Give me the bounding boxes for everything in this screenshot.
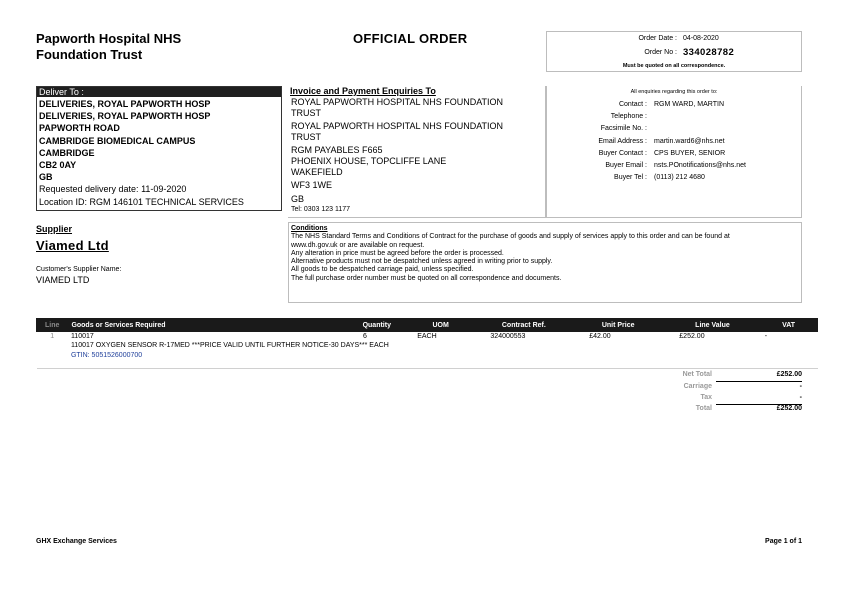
buyer-email-label: Buyer Email :: [605, 162, 647, 169]
organisation-name-line1: Papworth Hospital NHS: [36, 31, 182, 46]
item-vat: -: [764, 333, 768, 340]
deliver-line: DELIVERIES, ROYAL PAPWORTH HOSP: [39, 99, 211, 109]
deliver-line: CAMBRIDGE: [39, 147, 95, 158]
customer-supplier-value: VIAMED LTD: [36, 275, 90, 285]
invoice-address: [288, 97, 545, 204]
item-gtin: GTIN: 5051526000700: [70, 352, 143, 359]
enquiries-hint: All enquiries regarding this order to:: [630, 89, 718, 95]
enquiries-box: [546, 86, 802, 218]
item-description: 110017 OXYGEN SENSOR R-17MED ***PRICE VALID UNTIL FURTHER NOTICE-30 DAYS*** EACH: [70, 342, 389, 349]
conditions-heading: Conditions: [291, 225, 328, 232]
row-detail: [68, 332, 818, 369]
deliver-line: GB: [39, 172, 53, 183]
deliver-line: DELIVERIES, ROYAL PAPWORTH HOSP: [39, 111, 211, 122]
tax-label: Tax: [700, 394, 712, 401]
tax-value: -: [799, 394, 802, 401]
requested-delivery-date: Requested delivery date: 11-09-2020: [39, 184, 187, 195]
document-title: OFFICIAL ORDER: [353, 31, 468, 46]
invoice-box: [288, 86, 546, 218]
order-number-note: Must be quoted on all correspondence.: [622, 63, 726, 69]
deliver-line: CB2 0AY: [39, 160, 77, 171]
deliver-line: PAPWORTH ROAD: [39, 123, 120, 134]
invoice-heading: Invoice and Payment Enquiries To: [290, 86, 436, 96]
buyer-tel-label: Buyer Tel :: [614, 174, 647, 181]
item-line-value: £252.00: [679, 333, 705, 340]
condition-line: All goods to be despatched carriage paid, unless specified.: [291, 266, 474, 274]
total-value: £252.00: [776, 405, 802, 412]
footer-provider: GHX Exchange Services: [36, 538, 117, 545]
invoice-line: WAKEFIELD: [291, 166, 343, 177]
net-total-value: £252.00: [776, 371, 802, 378]
condition-line: www.dh.gov.uk or are available on request.: [291, 241, 425, 249]
col-line: Line: [37, 319, 68, 332]
net-total-label: Net Total: [682, 371, 712, 378]
condition-line: Any alteration in price must be agreed before the order is processed.: [291, 249, 504, 257]
deliver-to-heading: Deliver To :: [37, 87, 281, 97]
invoice-line: WF3 1WE: [291, 180, 333, 191]
table-header-row: [37, 319, 818, 332]
supplier-name: Viamed Ltd: [36, 238, 109, 253]
order-number-value: 334028782: [683, 47, 735, 58]
item-uom: EACH: [417, 333, 437, 340]
contact-value: RGM WARD, MARTIN: [654, 101, 724, 108]
facsimile-label: Facsimile No. :: [600, 125, 647, 132]
col-uom: UOM: [405, 319, 477, 332]
item-quantity: 6: [362, 333, 367, 340]
col-vat: VAT: [760, 319, 818, 332]
deliver-line: CAMBRIDGE BIOMEDICAL CAMPUS: [39, 135, 196, 146]
invoice-line: RGM PAYABLES F665: [291, 145, 383, 156]
carriage-label: Carriage: [683, 383, 712, 390]
contact-label: Contact :: [618, 101, 647, 108]
carriage-value: -: [799, 383, 802, 390]
invoice-line: TRUST: [291, 107, 321, 118]
conditions-box: [288, 222, 802, 303]
col-line-value: Line Value: [665, 319, 759, 332]
item-contract-ref: 324000553: [490, 333, 526, 340]
col-unit-price: Unit Price: [571, 319, 665, 332]
invoice-line: ROYAL PAPWORTH HOSPITAL NHS FOUNDATION: [291, 97, 504, 107]
email-label: Email Address :: [598, 138, 647, 145]
order-info-box: [546, 31, 802, 72]
order-date-label: Order Date :: [638, 35, 677, 42]
condition-line: The NHS Standard Terms and Conditions of Contract for the purchase of goods and supply of services apply to this order and can be found at: [291, 233, 730, 241]
buyer-contact-label: Buyer Contact :: [598, 150, 647, 157]
table-row: [37, 332, 818, 369]
invoice-line: PHOENIX HOUSE, TOPCLIFFE LANE: [291, 155, 447, 166]
organisation-name: [36, 31, 296, 63]
invoice-telephone: Tel: 0303 123 1177: [291, 206, 351, 214]
condition-line: Alternative products must not be despatched unless agreed in writing prior to supply.: [291, 258, 553, 266]
deliver-to-address: [37, 98, 281, 208]
col-quantity: Quantity: [349, 319, 405, 332]
col-goods: Goods or Services Required: [68, 319, 349, 332]
row-line-number: 1: [37, 332, 68, 369]
net-total-rule: [716, 381, 802, 382]
organisation-name-line2: Foundation Trust: [36, 47, 143, 62]
location-id: Location ID: RGM 146101 TECHNICAL SERVICES: [39, 196, 244, 207]
page-number: Page 1 of 1: [765, 538, 802, 545]
customer-supplier-label: Customer's Supplier Name:: [36, 266, 122, 273]
invoice-line: ROYAL PAPWORTH HOSPITAL NHS FOUNDATION: [291, 121, 504, 132]
supplier-heading: Supplier: [36, 224, 73, 234]
buyer-tel-value: (0113) 212 4680: [654, 174, 705, 181]
deliver-to-box: [36, 86, 282, 211]
condition-line: The full purchase order number must be quoted on all correspondence and documents.: [291, 274, 562, 282]
invoice-line: GB: [291, 193, 305, 204]
invoice-line: TRUST: [291, 131, 321, 142]
total-label: Total: [695, 405, 712, 412]
email-value[interactable]: martin.ward6@nhs.net: [654, 138, 725, 145]
buyer-contact-value: CPS BUYER, SENIOR: [654, 150, 726, 157]
order-lines-table: [36, 318, 818, 369]
telephone-label: Telephone :: [610, 113, 647, 120]
item-code: 110017: [70, 333, 94, 340]
order-date-value: 04-08-2020: [683, 35, 719, 42]
order-number-label: Order No :: [644, 49, 677, 56]
col-contract-ref: Contract Ref.: [477, 319, 571, 332]
item-unit-price: £42.00: [589, 333, 611, 340]
buyer-email-value[interactable]: nsts.POnotifications@nhs.net: [654, 162, 746, 169]
